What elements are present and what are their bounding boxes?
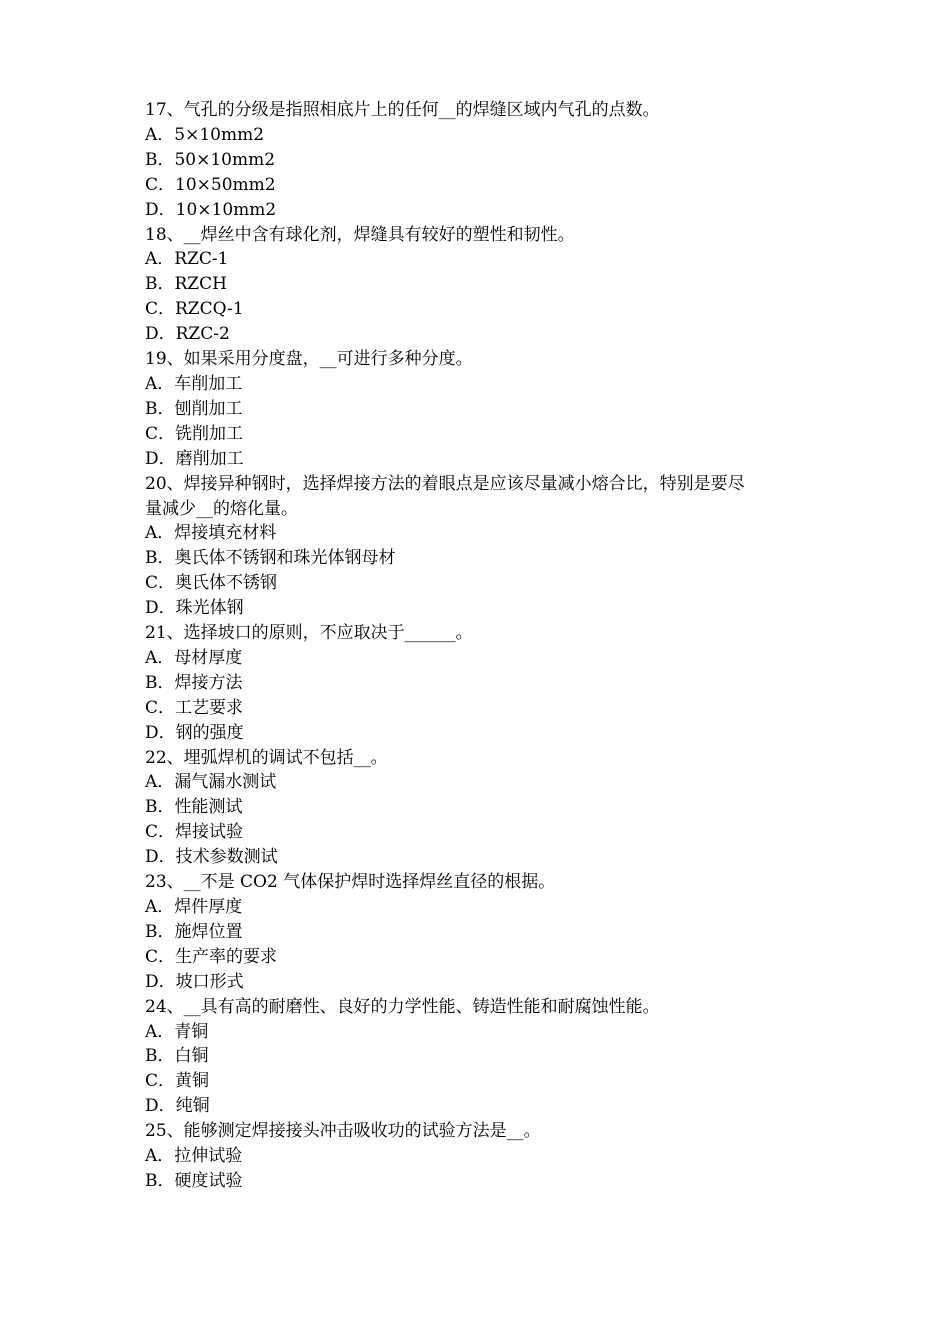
question-22-option-b: B．性能测试 [145, 797, 243, 818]
question-17-stem: 17、气孔的分级是指照相底片上的任何__的焊缝区域内气孔的点数。 [145, 100, 660, 120]
question-19-option-d: D．磨削加工 [145, 448, 244, 469]
question-24-option-d: D．纯铜 [145, 1096, 210, 1117]
question-23-option-a: A．焊件厚度 [145, 897, 243, 917]
question-25-option-a: A．拉伸试验 [145, 1146, 243, 1167]
question-22-stem: 22、埋弧焊机的调试不包括__。 [145, 747, 388, 768]
question-17-option-b: B．50×10mm2 [145, 149, 276, 170]
question-20-stem-line-1: 20、焊接异种钢时，选择焊接方法的着眼点是应该尽量减小熔合比，特别是要尽 [145, 473, 745, 494]
question-20-option-b: B．奥氏体不锈钢和珠光体钢母材 [145, 548, 396, 569]
question-21-stem: 21、选择坡口的原则，不应取决于______。 [145, 623, 473, 644]
question-24-option-b: B．白铜 [145, 1046, 209, 1067]
question-21-option-a: A．母材厚度 [145, 647, 243, 668]
question-list [145, 98, 810, 1194]
question-23-stem: 23、__不是 CO2 气体保护焊时选择焊丝直径的根据。 [145, 872, 556, 893]
question-24-option-c: C．黄铜 [145, 1071, 210, 1092]
question-22-option-c: C．焊接试验 [145, 822, 244, 843]
question-20-stem-line-2: 量减少__的熔化量。 [145, 498, 298, 519]
question-20-option-d: D．珠光体钢 [145, 598, 244, 619]
question-23-option-b: B．施焊位置 [145, 921, 243, 942]
question-23-option-c: C．生产率的要求 [145, 946, 278, 967]
question-25-option-b: B．硬度试验 [145, 1170, 243, 1191]
question-20-option-a: A．焊接填充材料 [145, 523, 277, 544]
question-21-option-d: D．钢的强度 [145, 722, 244, 743]
question-20-option-c: C．奥氏体不锈钢 [145, 573, 278, 594]
question-18-stem: 18、__焊丝中含有球化剂，焊缝具有较好的塑性和韧性。 [145, 224, 575, 245]
question-22-option-a: A．漏气漏水测试 [145, 772, 277, 793]
question-21-option-c: C．工艺要求 [145, 697, 244, 718]
question-17-option-c: C．10×50mm2 [145, 174, 276, 195]
question-24-stem: 24、__具有高的耐磨性、良好的力学性能、铸造性能和耐腐蚀性能。 [145, 996, 660, 1017]
question-18-option-b: B．RZCH [145, 274, 227, 295]
question-18-option-d: D．RZC-2 [145, 324, 230, 345]
question-21-option-b: B．焊接方法 [145, 672, 243, 693]
question-22-option-d: D．技术参数测试 [145, 847, 278, 868]
question-17-option-a: A．5×10mm2 [145, 124, 265, 145]
question-19-option-c: C．铣削加工 [145, 423, 244, 444]
question-17-option-d: D．10×10mm2 [145, 199, 277, 220]
question-25-stem: 25、能够测定焊接接头冲击吸收功的试验方法是__。 [145, 1121, 541, 1142]
question-23-option-d: D．坡口形式 [145, 971, 244, 992]
question-18-option-a: A．RZC-1 [145, 249, 229, 270]
question-18-option-c: C．RZCQ-1 [145, 299, 244, 320]
question-19-option-a: A．车削加工 [145, 373, 243, 394]
question-24-option-a: A．青铜 [145, 1021, 209, 1042]
question-19-stem: 19、如果采用分度盘，__可进行多种分度。 [145, 349, 473, 370]
question-19-option-b: B．刨削加工 [145, 398, 243, 419]
